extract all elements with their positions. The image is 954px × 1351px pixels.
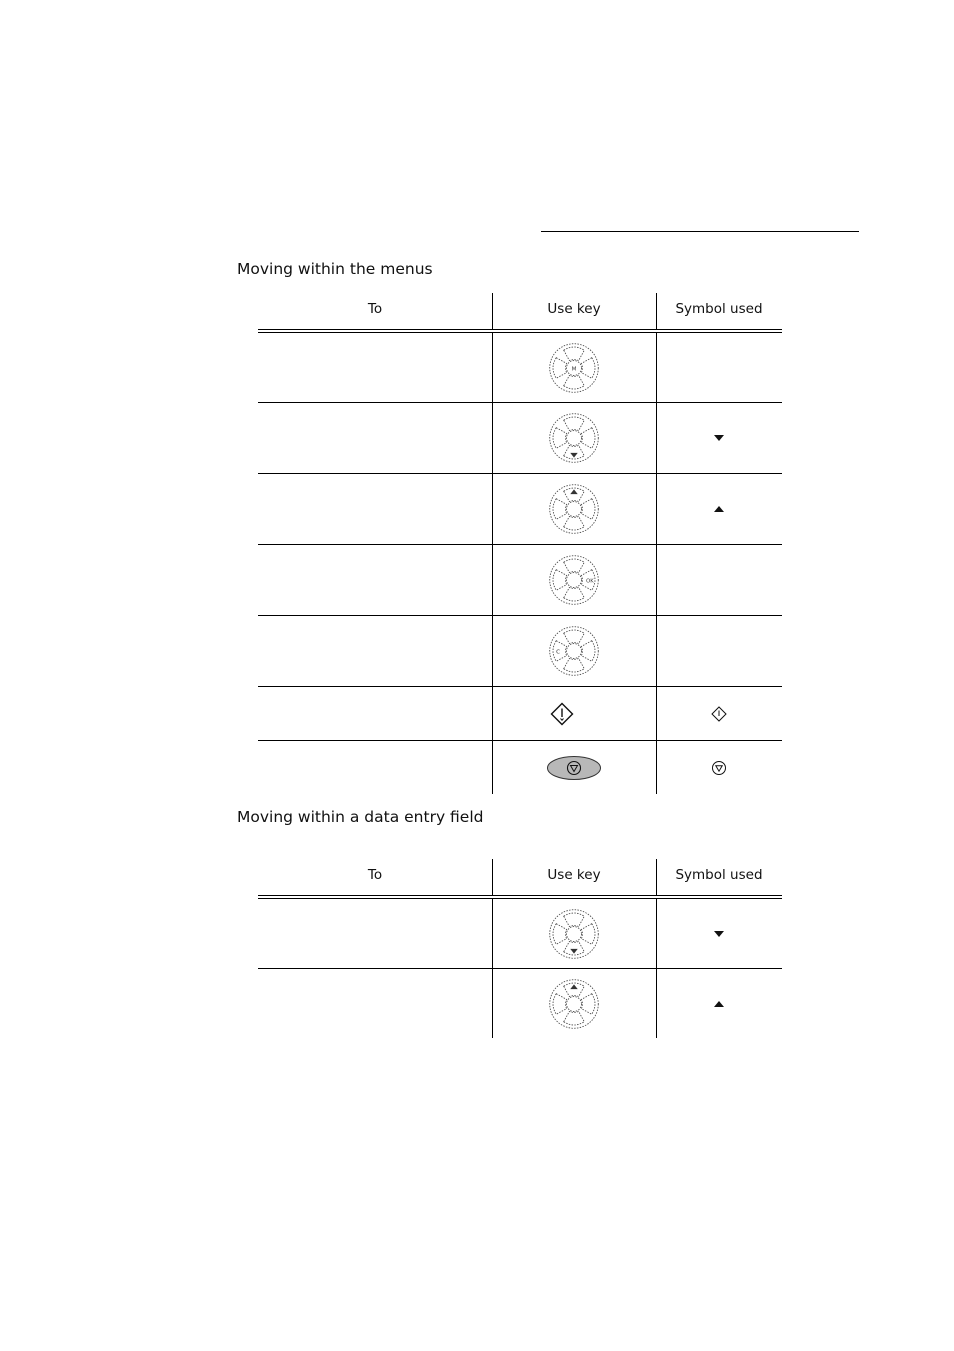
navigator-up-key-icon xyxy=(546,976,602,1032)
cell-to xyxy=(258,545,492,615)
cell-to xyxy=(258,969,492,1038)
cell-symbol xyxy=(656,741,782,794)
navigator-up-key-icon xyxy=(546,481,602,537)
stop-key-icon xyxy=(546,755,602,781)
cell-use-key xyxy=(492,741,656,794)
header-to: To xyxy=(367,867,383,883)
table-row xyxy=(258,969,782,1038)
table-header xyxy=(258,293,782,329)
start-icon xyxy=(711,706,727,722)
table-row xyxy=(258,899,782,969)
header-rule xyxy=(541,231,859,232)
section-title-menus: Moving within the menus xyxy=(237,260,433,278)
cell-use-key xyxy=(492,333,656,402)
up-arrow-icon xyxy=(713,504,725,514)
up-arrow-icon xyxy=(713,999,725,1009)
navigator-ok-key-icon xyxy=(546,552,602,608)
cell-to xyxy=(258,474,492,544)
header-use-key: Use key xyxy=(547,867,601,883)
cell-use-key xyxy=(492,545,656,615)
table-row xyxy=(258,616,782,687)
cell-symbol xyxy=(656,687,782,740)
cell-use-key xyxy=(492,687,656,740)
table-row xyxy=(258,403,782,474)
table-header xyxy=(258,859,782,895)
cell-symbol xyxy=(656,616,782,686)
navigator-c-key-icon xyxy=(546,623,602,679)
stop-icon xyxy=(711,760,727,776)
table-row xyxy=(258,687,782,741)
menus-key-table xyxy=(258,293,782,794)
down-arrow-icon xyxy=(713,433,725,443)
key-label: OK xyxy=(586,578,594,585)
cell-use-key xyxy=(492,969,656,1038)
header-symbol-used: Symbol used xyxy=(675,867,763,883)
cell-use-key xyxy=(492,403,656,473)
cell-symbol xyxy=(656,403,782,473)
navigator-menu-key-icon xyxy=(546,340,602,396)
table-row xyxy=(258,474,782,545)
cell-use-key xyxy=(492,899,656,968)
cell-to xyxy=(258,899,492,968)
cell-symbol xyxy=(656,333,782,402)
cell-symbol xyxy=(656,969,782,1038)
table-row xyxy=(258,545,782,616)
start-key-icon xyxy=(550,702,574,726)
key-label: M xyxy=(571,365,577,372)
cell-to xyxy=(258,403,492,473)
data-entry-key-table xyxy=(258,859,782,1038)
cell-to xyxy=(258,687,492,740)
cell-to xyxy=(258,333,492,402)
section-title-data-entry: Moving within a data entry field xyxy=(237,808,484,826)
key-label: C xyxy=(556,649,561,656)
table-row xyxy=(258,741,782,794)
cell-use-key xyxy=(492,474,656,544)
navigator-down-key-icon xyxy=(546,906,602,962)
cell-symbol xyxy=(656,474,782,544)
cell-symbol xyxy=(656,899,782,968)
navigator-down-key-icon xyxy=(546,410,602,466)
header-to: To xyxy=(367,301,383,317)
cell-use-key xyxy=(492,616,656,686)
table-row xyxy=(258,333,782,403)
header-use-key: Use key xyxy=(547,301,601,317)
cell-symbol xyxy=(656,545,782,615)
cell-to xyxy=(258,616,492,686)
down-arrow-icon xyxy=(713,929,725,939)
header-symbol-used: Symbol used xyxy=(675,301,763,317)
cell-to xyxy=(258,741,492,794)
